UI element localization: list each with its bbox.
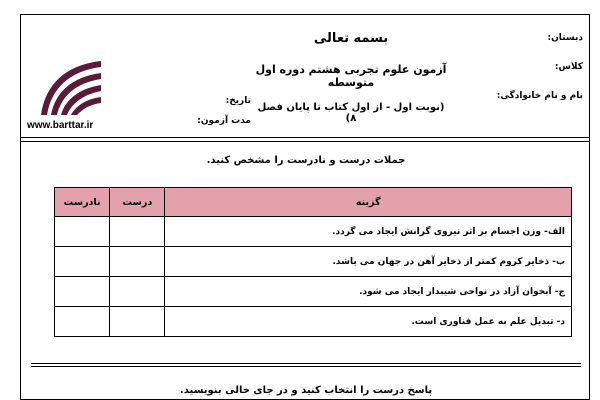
logo-url-text: www.barttar.ir	[27, 120, 94, 131]
false-answer-cell[interactable]	[55, 217, 110, 247]
exam-meta	[171, 91, 251, 131]
bismillah-heading: بسمه تعالی	[313, 31, 389, 46]
header-divider	[21, 137, 590, 142]
name-label: نام و نام خانوادگی:	[496, 91, 583, 101]
section-divider	[31, 363, 581, 367]
exam-scope: (نوبت اول - از اول کتاب تا پایان فصل ۸)	[257, 102, 445, 124]
table-row	[55, 307, 572, 337]
true-answer-cell[interactable]	[110, 277, 165, 307]
table-row	[55, 247, 572, 277]
false-answer-cell[interactable]	[55, 277, 110, 307]
header-false: نادرست	[55, 188, 110, 217]
exam-header	[21, 15, 590, 137]
duration-label: مدت آزمون:	[197, 116, 251, 126]
school-label: دبستان:	[547, 33, 583, 43]
section1-instruction: جملات درست و نادرست را مشخص کنید.	[206, 155, 406, 166]
statement-cell: الف- وزن اجسام بر اثر نیروی گرانش ایجاد می گردد.	[165, 217, 572, 247]
barttar-logo-icon	[35, 55, 105, 119]
header-statement: گزینه	[165, 188, 572, 217]
date-label: تاریخ:	[225, 96, 251, 106]
false-answer-cell[interactable]	[55, 307, 110, 337]
statement-cell: ب- ذخایر کروم کمتر از ذخایر آهن در جهان می باشد.	[165, 247, 572, 277]
table-header-row	[55, 188, 572, 217]
exam-title-block	[251, 31, 451, 124]
false-answer-cell[interactable]	[55, 247, 110, 277]
header-true: درست	[110, 188, 165, 217]
statement-cell: ج- آبخوان آزاد در نواحی شیبدار ایجاد می شود.	[165, 277, 572, 307]
true-answer-cell[interactable]	[110, 247, 165, 277]
table-row	[55, 217, 572, 247]
table-row	[55, 277, 572, 307]
class-label: کلاس:	[554, 62, 583, 72]
statement-cell: د- تبدیل علم به عمل فناوری است.	[165, 307, 572, 337]
true-answer-cell[interactable]	[110, 307, 165, 337]
true-answer-cell[interactable]	[110, 217, 165, 247]
true-false-table	[54, 187, 572, 337]
exam-title: آزمون علوم تجربی هشتم دوره اول متوسطه	[255, 63, 447, 89]
section2-instruction: پاسخ درست را انتخاب کنید و در جای خالی بنویسید.	[179, 385, 433, 396]
exam-page	[20, 14, 590, 400]
student-info	[453, 23, 583, 110]
